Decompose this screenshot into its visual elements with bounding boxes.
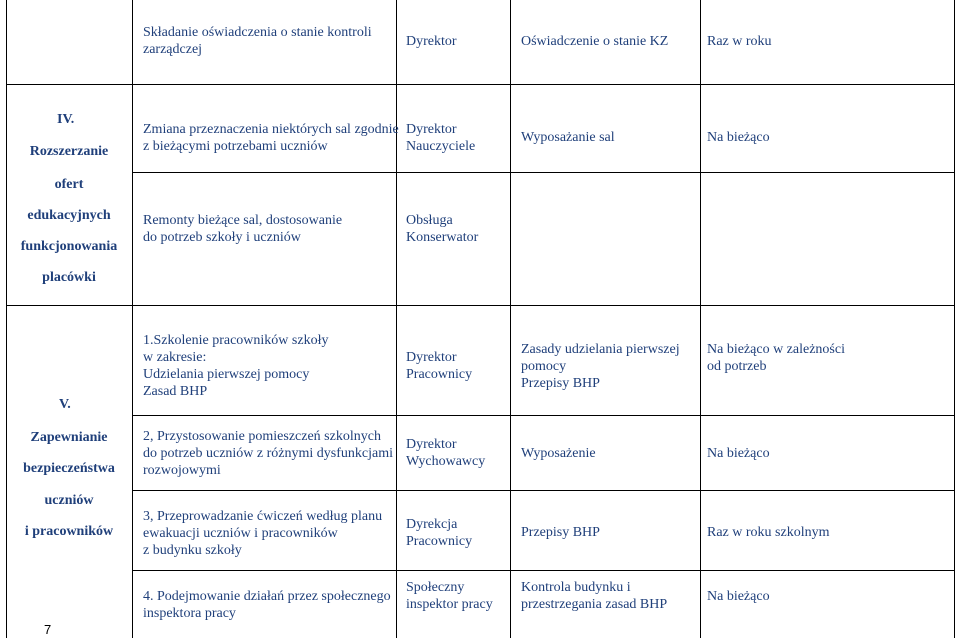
section-v-title-4: i pracowników	[24, 524, 114, 539]
iv-row1-tool: Wyposażanie sal	[521, 130, 615, 145]
iv-row1-task	[143, 121, 399, 155]
responsible-line: Pracownicy	[406, 534, 473, 549]
task-line: 2, Przystosowanie pomieszczeń szkolnych	[143, 429, 381, 444]
kz-task	[143, 24, 372, 58]
v-row4-responsible	[406, 579, 493, 613]
v-row1-term	[707, 341, 845, 375]
section-iv-title-1: Rozszerzanie	[29, 144, 109, 159]
section-v-title-1: Zapewnianie	[30, 430, 108, 445]
table-border-row3	[6, 305, 955, 306]
term-line: od potrzeb	[707, 359, 767, 374]
task-line: 4. Podejmowanie działań przez społecznego	[143, 589, 391, 604]
task-line: inspektora pracy	[143, 606, 236, 621]
table-border-left	[6, 0, 7, 638]
v-row3-responsible	[406, 516, 472, 550]
task-line: Zmiana przeznaczenia niektórych sal zgodnie	[143, 122, 399, 137]
v-row3-tool: Przepisy BHP	[521, 525, 600, 540]
tool-line: Kontrola budynku i	[521, 580, 631, 595]
responsible-line: Dyrektor	[406, 437, 457, 452]
v-row3-term: Raz w roku szkolnym	[707, 525, 830, 540]
responsible-line: Konserwator	[406, 230, 479, 245]
v-row4-tool	[521, 579, 667, 613]
section-iv-title-4: funkcjonowania	[20, 239, 118, 254]
task-line: z bieżącymi potrzebami uczniów	[143, 139, 328, 154]
table-border-col2	[132, 0, 133, 638]
section-iv-number: IV.	[57, 112, 75, 127]
v-row2-task	[143, 428, 393, 479]
kz-task-line: zarządczej	[143, 42, 203, 57]
iv-row2-task	[143, 212, 342, 246]
section-iv-title-3: edukacyjnych	[27, 208, 111, 223]
task-line: Udzielania pierwszej pomocy	[143, 367, 310, 382]
task-line: 1.Szkolenie pracowników szkoły	[143, 333, 329, 348]
responsible-line: Obsługa	[406, 213, 453, 228]
v-row4-task	[143, 588, 391, 622]
section-iv-title-5: placówki	[42, 270, 96, 285]
responsible-line: Dyrektor	[406, 122, 457, 137]
task-line: ewakuacji uczniów i pracowników	[143, 526, 338, 541]
responsible-line: Pracownicy	[406, 367, 473, 382]
section-iv-title-2: ofert	[54, 177, 84, 192]
responsible-line: inspektor pracy	[406, 597, 493, 612]
table-border-col4	[510, 0, 511, 638]
table-border-row2	[132, 172, 955, 173]
iv-row2-responsible	[406, 212, 478, 246]
section-v-title-2: bezpieczeństwa	[23, 461, 115, 476]
kz-tool: Oświadczenie o stanie KZ	[521, 34, 669, 49]
table-border-col5	[700, 0, 701, 638]
kz-responsible: Dyrektor	[406, 34, 457, 49]
v-row1-responsible	[406, 349, 472, 383]
v-row2-tool: Wyposażenie	[521, 446, 596, 461]
v-row2-term: Na bieżąco	[707, 446, 770, 461]
responsible-line: Wychowawcy	[406, 454, 486, 469]
term-line: Na bieżąco w zależności	[707, 342, 845, 357]
table-border-row1	[6, 84, 955, 85]
task-line: do potrzeb szkoły i uczniów	[143, 230, 301, 245]
task-line: z budynku szkoły	[143, 543, 242, 558]
kz-task-line: Składanie oświadczenia o stanie kontroli	[143, 25, 372, 40]
kz-term: Raz w roku	[707, 34, 772, 49]
responsible-line: Dyrekcja	[406, 517, 458, 532]
task-line: do potrzeb uczniów z różnymi dysfunkcjami	[143, 446, 393, 461]
v-row2-responsible	[406, 436, 485, 470]
task-line: Zasad BHP	[143, 384, 208, 399]
v-row1-tool	[521, 341, 680, 392]
task-line: Remonty bieżące sal, dostosowanie	[143, 213, 343, 228]
v-row4-term: Na bieżąco	[707, 589, 770, 604]
v-row3-task	[143, 508, 382, 559]
table-border-col3	[396, 0, 397, 638]
table-border-row5	[132, 490, 955, 491]
tool-line: pomocy	[521, 359, 567, 374]
tool-line: Zasady udzielania pierwszej	[521, 342, 680, 357]
table-border-row4	[132, 415, 955, 416]
section-v-number: V.	[59, 397, 71, 412]
section-v-title-3: uczniów	[44, 493, 94, 508]
iv-row1-responsible	[406, 121, 475, 155]
task-line: 3, Przeprowadzanie ćwiczeń według planu	[143, 509, 383, 524]
responsible-line: Dyrektor	[406, 350, 457, 365]
table-border-row6	[132, 570, 955, 571]
v-row1-task	[143, 332, 328, 400]
tool-line: przestrzegania zasad BHP	[521, 597, 668, 612]
task-line: rozwojowymi	[143, 463, 221, 478]
responsible-line: Społeczny	[406, 580, 465, 595]
responsible-line: Nauczyciele	[406, 139, 476, 154]
page-number: 7	[44, 622, 52, 637]
tool-line: Przepisy BHP	[521, 376, 600, 391]
table-border-right	[954, 0, 955, 638]
task-line: w zakresie:	[143, 350, 207, 365]
iv-row1-term: Na bieżąco	[707, 130, 770, 145]
